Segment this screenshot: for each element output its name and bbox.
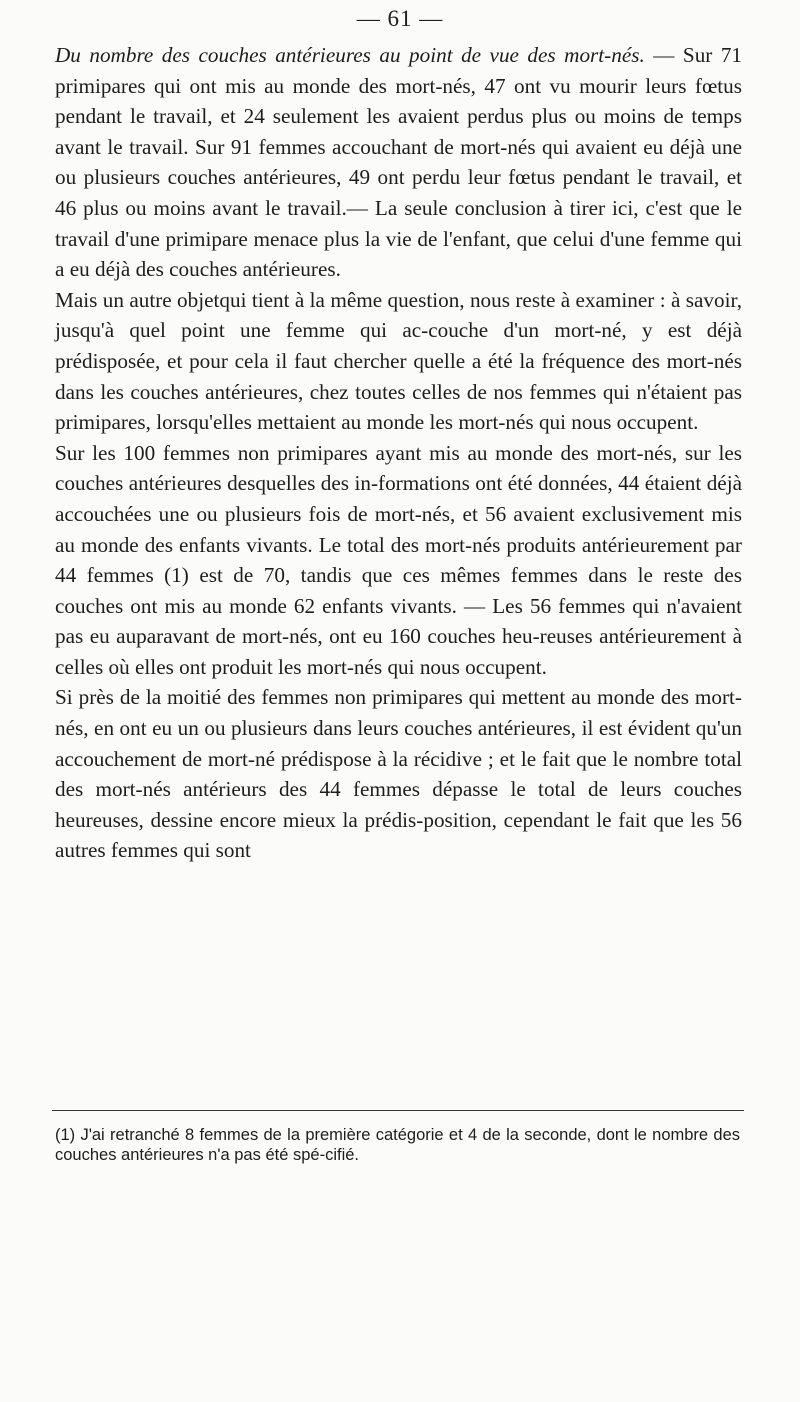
footnote: (1) J'ai retranché 8 femmes de la première catégorie et 4 de la seconde, dont le nombre des couches antérieures n'a pas été spé-cifié. xyxy=(55,1126,740,1164)
paragraph-3: Sur les 100 femmes non primipares ayant mis au monde des mort-nés, sur les couches antérieures desquelles des in-formations ont été données, 44 étaient déjà accouchées une ou plusieurs fois de mort-nés, et 56 avaient exclusivement mis au monde des enfants vivants. Le total des mort-nés produits antérieurement par 44 femmes (1) est de 70, tandis que ces mêmes femmes dans le reste des couches ont mis au monde 62 enfants vivants. — Les 56 femmes qui n'avaient pas eu auparavant de mort-nés, ont eu 160 couches heu-reuses antérieurement à celles où elles ont produit les mort-nés qui nous occupent. xyxy=(55,440,742,679)
section-heading: Du nombre des couches antérieures au point de vue des mort-nés. xyxy=(55,43,645,67)
paragraph-2: Mais un autre objetqui tient à la même question, nous reste à examiner : à savoir, jusqu'à quel point une femme qui ac-couche d'un mort-né, y est déjà prédisposée, et pour cela il faut chercher quelle a été la fréquence des mort-nés dans les couches antérieures, chez toutes celles de nos femmes qui n'étaient pas primipares, lorsqu'elles mettaient au monde les mort-nés qui nous occupent. xyxy=(55,287,742,435)
paragraph-1-text: — Sur 71 primipares qui ont mis au monde des mort-nés, 47 ont vu mourir leurs fœtus pendant le travail, et 24 seulement les avaient perdus plus ou moins de temps avant le travail. Sur 91 femmes accouchant de mort-nés qui avaient eu déjà une ou plusieurs couches antérieures, 49 ont perdu leur fœtus pendant le travail, et 46 plus ou moins avant le travail.— La seule conclusion à tirer ici, c'est que le travail d'une primipare menace plus la vie de l'enfant, que celui d'une femme qui a eu déjà des couches antérieures. xyxy=(55,43,743,282)
footnote-divider xyxy=(52,1110,744,1111)
body-text xyxy=(55,40,742,866)
paragraph-4: Si près de la moitié des femmes non primipares qui mettent au monde des mort-nés, en ont eu un ou plusieurs dans leurs couches antérieures, il est évident qu'un accouchement de mort-né prédispose à la récidive ; et le fait que le nombre total des mort-nés antérieurs des 44 femmes dépasse le total de leurs couches heureuses, dessine encore mieux la prédis-position, cependant le fait que les 56 autres femmes qui sont xyxy=(55,685,742,863)
page-number: — 61 — xyxy=(356,6,444,31)
paragraph-1 xyxy=(55,40,742,285)
